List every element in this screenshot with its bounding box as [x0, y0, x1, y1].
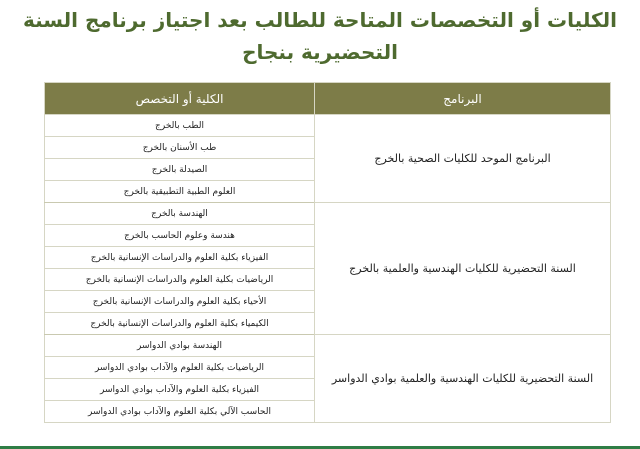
table-row — [45, 203, 611, 225]
programs-table — [44, 82, 611, 423]
program-cell: البرنامج الموحد للكليات الصحية بالخرج — [315, 115, 611, 203]
table-row — [45, 335, 611, 357]
college-cell: هندسة وعلوم الحاسب بالخرج — [45, 225, 315, 247]
table-row — [45, 115, 611, 137]
table-header-row — [45, 83, 611, 115]
college-cell: العلوم الطبية التطبيقية بالخرج — [45, 181, 315, 203]
college-cell: طب الأسنان بالخرج — [45, 137, 315, 159]
college-cell: الرياضيات بكلية العلوم والدراسات الإنسانية بالخرج — [45, 269, 315, 291]
college-cell: الرياضيات بكلية العلوم والآداب بوادي الدواسر — [45, 357, 315, 379]
college-cell: الكيمياء بكلية العلوم والدراسات الإنسانية بالخرج — [45, 313, 315, 335]
college-cell: الطب بالخرج — [45, 115, 315, 137]
header-program: البرنامج — [315, 83, 611, 115]
college-cell: الحاسب الآلي بكلية العلوم والآداب بوادي الدواسر — [45, 401, 315, 423]
college-cell: الصيدلة بالخرج — [45, 159, 315, 181]
header-college: الكلية أو التخصص — [45, 83, 315, 115]
college-cell: الهندسة بوادي الدواسر — [45, 335, 315, 357]
college-cell: الفيزياء بكلية العلوم والدراسات الإنسانية بالخرج — [45, 247, 315, 269]
program-cell: السنة التحضيرية للكليات الهندسية والعلمية بالخرج — [315, 203, 611, 335]
college-cell: الفيزياء بكلية العلوم والآداب بوادي الدواسر — [45, 379, 315, 401]
college-cell: الأحياء بكلية العلوم والدراسات الإنسانية بالخرج — [45, 291, 315, 313]
page-title: الكليات أو التخصصات المتاحة للطالب بعد اجتياز برنامج السنة التحضيرية بنجاح — [23, 8, 617, 64]
program-cell: السنة التحضيرية للكليات الهندسية والعلمية بوادي الدواسر — [315, 335, 611, 423]
college-cell: الهندسة بالخرج — [45, 203, 315, 225]
